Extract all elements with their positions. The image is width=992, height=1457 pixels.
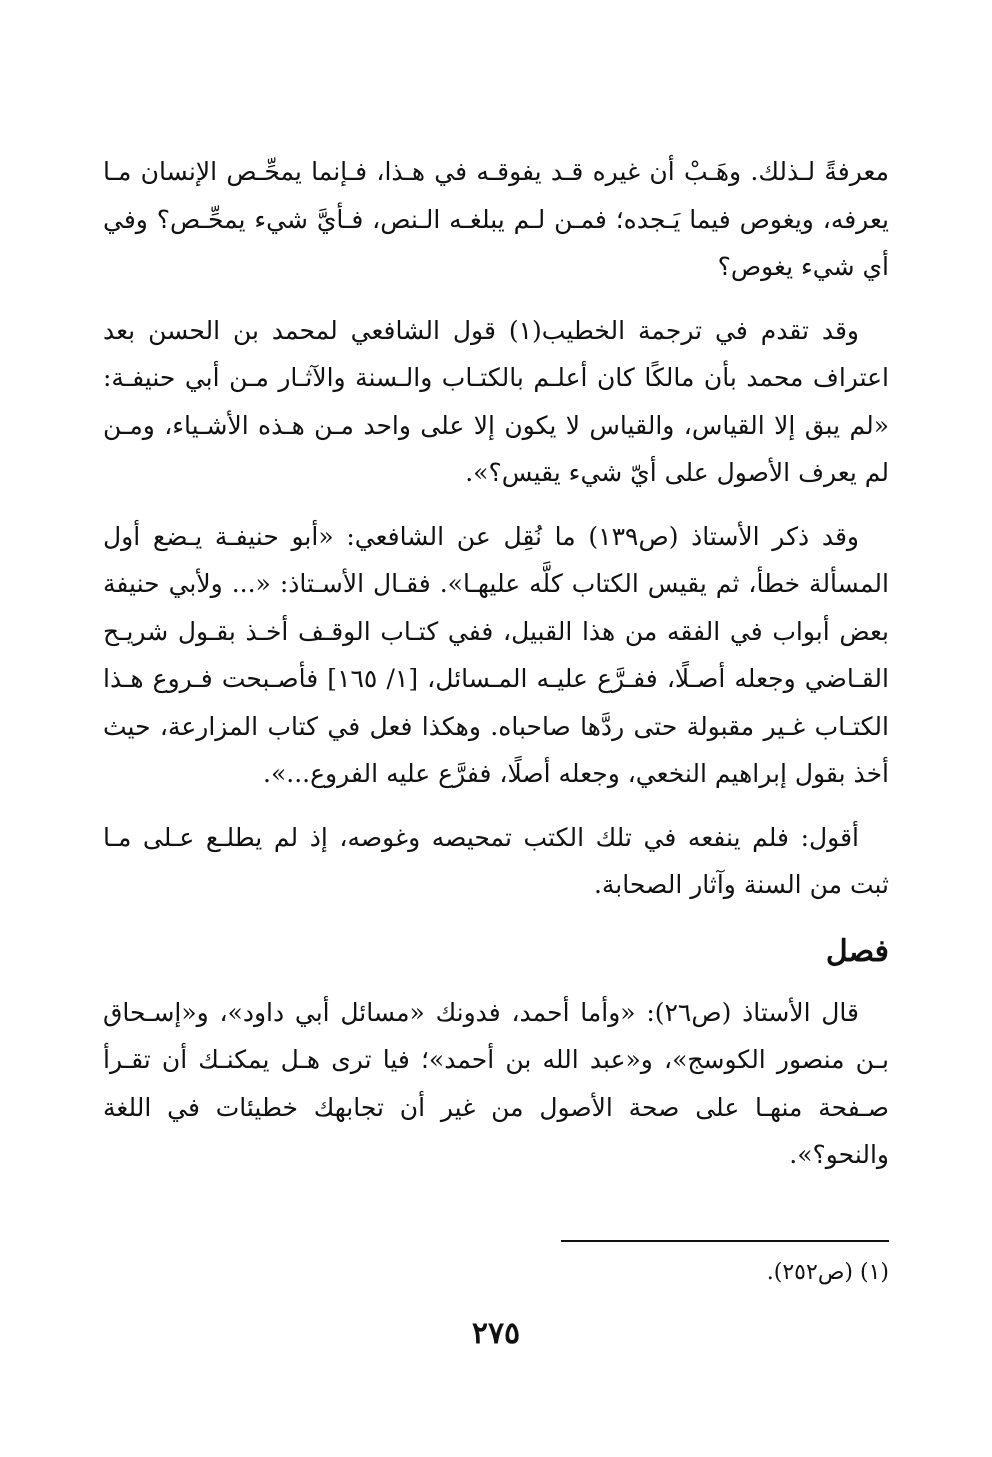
page-number: ٢٧٥ [471, 1316, 521, 1351]
section-heading: فصل [825, 933, 889, 969]
footnote-divider [561, 1240, 889, 1242]
footnote: (١) (ص٢٥٢). [766, 1260, 889, 1285]
paragraph-5: قال الأستاذ (ص٢٦): «وأما أحمد، فدونك «مسائل أبي داود»، و«إسـحاق بـن منصور الكوسج»، و«عبد الله بن أحمد»؛ فيا ترى هـل يمكنـك أن تقـرأ صـفحة منهـا على صحة الأصول من غير أن تجابهك خطيئات في اللغة والنحو؟». [103, 997, 889, 1169]
paragraph-1: معرفةً لـذلك. وهَـبْ أن غيره قـد يفوقـه في هـذا، فـإنما يمحِّـص الإنسان مـا يعرفه، ويغوص فيما يَـجده؛ فمـن لـم يبلغـه الـنص، فـأيَّ شيء يمحِّـص؟ وفي أي شيء يغوص؟ [103, 157, 889, 281]
paragraph-2: وقد تقدم في ترجمة الخطيب(١) قول الشافعي لمحمد بن الحسن بعد اعتراف محمد بأن مالكًا كان أعلـم بالكتـاب والـسنة والآثـار مـن أبي حنيفـة: «لم يبق إلا القياس، والقياس لا يكون إلا على واحد مـن هـذه الأشـياء، ومـن لم يعرف الأصول على أيّ شيء يقيس؟». [103, 315, 889, 487]
paragraph-4: أقول: فلم ينفعه في تلك الكتب تمحيصه وغوصه، إذ لم يطلـع عـلى مـا ثبت من السنة وآثار الصحابة. [103, 822, 889, 899]
paragraph-3: وقد ذكر الأستاذ (ص١٣٩) ما نُقِل عن الشافعي: «أبو حنيفـة يـضع أول المسألة خطأ، ثم يقيس الكتاب كلَّه عليهـا». فقـال الأسـتاذ: «... ولأبي حنيفة بعض أبواب في الفقه من هذا القبيل، ففي كتـاب الوقـف أخـذ بقـول شريـح القـاضي وجعله أصـلًا، ففـرَّع عليـه المـسائل، [١/ ١٦٥] فأصـبحت فـروع هـذا الكتـاب غـير مقبولة حتى ردَّها صاحباه. وهكذا فعل في كتاب المزارعة، حيث أخذ بقول إبراهيم النخعي، وجعله أصلًا، ففرَّع عليه الفروع...». [103, 521, 889, 788]
main-text-block [103, 148, 889, 1195]
